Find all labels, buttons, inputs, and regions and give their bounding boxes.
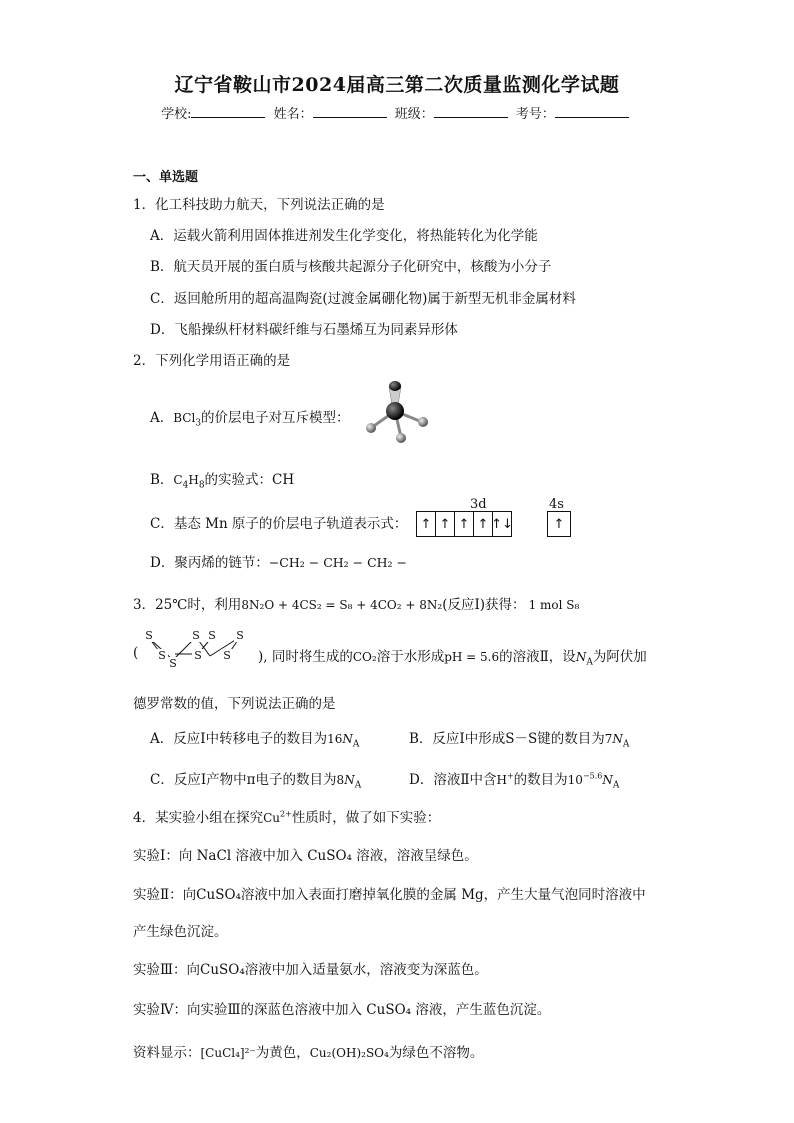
school-label: 学校: — [161, 107, 192, 122]
q3-option-a: A．反应Ⅰ中转移电子的数目为$16N_A$ — [150, 731, 360, 750]
class-blank[interactable] — [434, 105, 508, 118]
s8-ring-structure — [140, 626, 258, 672]
q4-experiment-4: 实验Ⅳ：向实验Ⅲ的深蓝色溶液中加入 CuSO₄ 溶液，产生蓝色沉淀。 — [133, 1002, 551, 1018]
sulfur-atom-label: S — [194, 649, 202, 662]
orbital-4s-label: 4s — [549, 497, 564, 512]
sulfur-atom-label: S — [169, 657, 177, 670]
q4-experiment-3: 实验Ⅲ：向CuSO₄溶液中加入适量氨水，溶液变为深蓝色。 — [133, 962, 488, 978]
orbital-3d-box: ↑ — [474, 512, 493, 536]
sulfur-atom-label: S — [208, 629, 216, 642]
sulfur-atom-label: S — [145, 629, 153, 642]
school-blank[interactable] — [191, 105, 265, 118]
q1-option-b: B．航天员开展的蛋白质与核酸共起源分子化研究中，核酸为小分子 — [150, 259, 552, 275]
orbital-3d-boxes — [416, 511, 512, 537]
q4-experiment-1: 实验Ⅰ：向 NaCl 溶液中加入 CuSO₄ 溶液，溶液呈绿色。 — [133, 848, 478, 864]
bcl3-vsepr-model — [355, 375, 435, 450]
q2-option-a: A．BCl$_3$的价层电子对互斥模型： — [150, 410, 350, 429]
q1-stem: 1．化工科技助力航天，下列说法正确的是 — [133, 197, 385, 213]
q2-option-c: C．基态 Mn 原子的价层电子轨道表示式： — [150, 516, 408, 532]
q2-option-b: B．$C_4H_8$的实验式：CH — [150, 472, 295, 491]
q3-stem-line2: ), 同时将生成的CO₂溶于水形成pH = 5.6的溶液Ⅱ，设$N_A$为阿伏加 — [258, 649, 647, 668]
sulfur-atom-label: S — [223, 649, 231, 662]
name-blank[interactable] — [313, 105, 387, 118]
class-label: 班级： — [394, 107, 434, 122]
orbital-4s-box: ↑ — [553, 516, 565, 532]
q4-stem: 4．某实验小组在探究$Cu^{2+}$性质时，做了如下实验： — [133, 809, 441, 826]
q1-option-d: D．飞船操纵杆材料碳纤维与石墨烯互为同素异形体 — [150, 322, 458, 338]
orbital-3d-box: ↑ — [455, 512, 474, 536]
sulfur-atom-label: S — [192, 629, 200, 642]
number-label: 考号： — [515, 107, 555, 122]
sulfur-atom-label: S — [158, 649, 166, 662]
orbital-4s-boxes — [547, 511, 571, 537]
q3-option-c: C．反应Ⅰ产物中π电子的数目为$8N_A$ — [150, 772, 362, 791]
q1-option-a: A．运载火箭利用固体推进剂发生化学变化，将热能转化为化学能 — [150, 228, 538, 244]
q3-stem: 3．25℃时，利用8N₂O + 4CS₂ = S₈ + 4CO₂ + 8N₂(反应Ⅰ)获得： 1 mol S₈ — [133, 597, 580, 613]
sulfur-atom-label: S — [236, 629, 244, 642]
q3-stem-line3: 德罗常数的值，下列说法正确的是 — [133, 696, 336, 712]
name-label: 姓名： — [273, 107, 313, 122]
orbital-3d-box: ↑ — [417, 512, 436, 536]
section-heading: 一、单选题 — [133, 170, 199, 185]
orbital-3d-box: ↑↓ — [491, 516, 513, 532]
orbital-3d-box: ↑ — [436, 512, 455, 536]
q4-reference-info: 资料显示：[CuCl₄]²⁻为黄色，Cu₂(OH)₂SO₄为绿色不溶物。 — [133, 1045, 484, 1061]
exam-title: 辽宁省鞍山市2024届高三第二次质量监测化学试题 — [174, 74, 620, 96]
q1-option-c: C．返回舱所用的超高温陶瓷(过渡金属硼化物)属于新型无机非金属材料 — [150, 291, 576, 307]
orbital-3d-label: 3d — [470, 497, 487, 512]
q3-open-paren: ( — [133, 645, 139, 661]
number-blank[interactable] — [555, 105, 629, 118]
q3-option-d: D．溶液Ⅱ中含H+的数目为$10^{-5.6}N_A$ — [409, 771, 620, 791]
q4-experiment-2-line1: 实验Ⅱ：向CuSO₄溶液中加入表面打磨掉氧化膜的金属 Mg，产生大量气泡同时溶液中 — [133, 887, 646, 903]
q2-option-d: D．聚丙烯的链节：−CH₂ − CH₂ − CH₂ − — [150, 555, 408, 571]
q3-option-b: B．反应Ⅰ中形成S－S键的数目为$7N_A$ — [409, 731, 630, 750]
q2-stem: 2．下列化学用语正确的是 — [133, 353, 291, 369]
q4-experiment-2-line2: 产生绿色沉淀。 — [133, 924, 228, 940]
reaction-equation: 8N₂O + 4CS₂ = S₈ + 4CO₂ + 8N₂ — [241, 598, 443, 612]
student-info-line — [0, 103, 794, 122]
